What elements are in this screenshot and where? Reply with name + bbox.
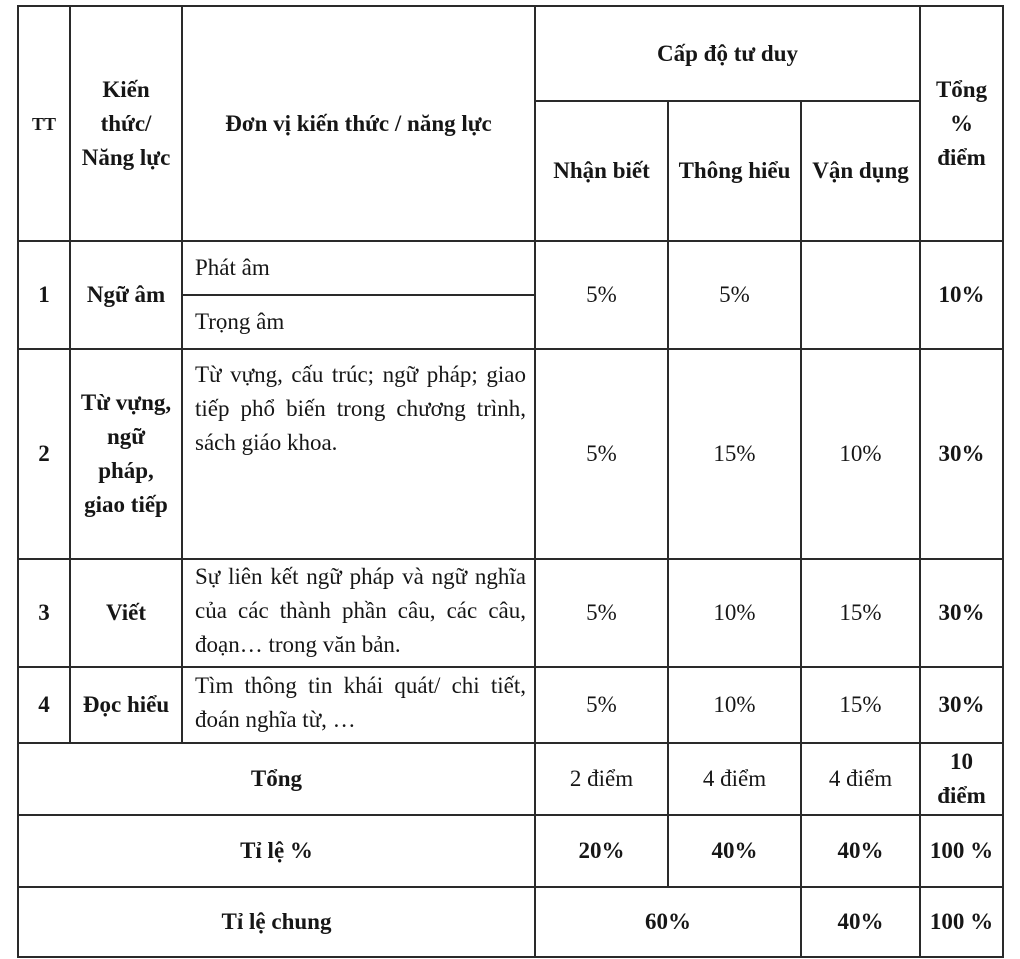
row-unit: Sự liên kết ngữ pháp và ngữ nghĩa của các thành phần câu, các câu, đoạn… trong văn bản. <box>182 559 535 667</box>
header-row-top <box>18 6 1003 101</box>
row-apply: 10% <box>801 349 920 559</box>
common-label: Tỉ lệ chung <box>18 887 535 957</box>
row-total: 30% <box>920 667 1003 743</box>
common-apply: 40% <box>801 887 920 957</box>
row-recognize: 5% <box>535 349 668 559</box>
row-unit: Trọng âm <box>182 295 535 349</box>
row-understand: 15% <box>668 349 801 559</box>
row-recognize: 5% <box>535 241 668 349</box>
row-understand: 5% <box>668 241 801 349</box>
header-recognize: Nhận biết <box>535 101 668 241</box>
ratio-apply: 40% <box>801 815 920 887</box>
ratio-label: Tỉ lệ % <box>18 815 535 887</box>
common-all: 100 % <box>920 887 1003 957</box>
assessment-matrix-table <box>17 5 1004 958</box>
row-knowledge: Ngữ âm <box>70 241 182 349</box>
total-understand: 4 điểm <box>668 743 801 815</box>
total-apply: 4 điểm <box>801 743 920 815</box>
row-unit: Phát âm <box>182 241 535 295</box>
row-knowledge: Đọc hiểu <box>70 667 182 743</box>
table-row <box>18 667 1003 743</box>
summary-row-total <box>18 743 1003 815</box>
header-knowledge: Kiến thức/ Năng lực <box>70 6 182 241</box>
common-low: 60% <box>535 887 801 957</box>
header-unit: Đơn vị kiến thức / năng lực <box>182 6 535 241</box>
table-row <box>18 559 1003 667</box>
row-knowledge: Viết <box>70 559 182 667</box>
summary-row-common <box>18 887 1003 957</box>
ratio-understand: 40% <box>668 815 801 887</box>
row-apply: 15% <box>801 667 920 743</box>
total-recognize: 2 điểm <box>535 743 668 815</box>
row-total: 30% <box>920 559 1003 667</box>
header-total-percent: Tổng % điểm <box>920 6 1003 241</box>
row-tt: 3 <box>18 559 70 667</box>
row-tt: 4 <box>18 667 70 743</box>
table-row <box>18 241 1003 295</box>
total-label: Tổng <box>18 743 535 815</box>
row-recognize: 5% <box>535 667 668 743</box>
header-tt: TT <box>18 6 70 241</box>
row-total: 30% <box>920 349 1003 559</box>
ratio-recognize: 20% <box>535 815 668 887</box>
row-recognize: 5% <box>535 559 668 667</box>
table-row <box>18 349 1003 559</box>
header-apply: Vận dụng <box>801 101 920 241</box>
row-total: 10% <box>920 241 1003 349</box>
row-understand: 10% <box>668 559 801 667</box>
document-page <box>17 5 1004 958</box>
header-understand: Thông hiểu <box>668 101 801 241</box>
row-apply <box>801 241 920 349</box>
row-understand: 10% <box>668 667 801 743</box>
ratio-all: 100 % <box>920 815 1003 887</box>
header-cognitive-level: Cấp độ tư duy <box>535 6 920 101</box>
summary-row-ratio <box>18 815 1003 887</box>
row-tt: 2 <box>18 349 70 559</box>
row-tt: 1 <box>18 241 70 349</box>
total-all: 10 điểm <box>920 743 1003 815</box>
row-apply: 15% <box>801 559 920 667</box>
row-unit: Từ vựng, cấu trúc; ngữ pháp; giao tiếp phổ biến trong chương trình, sách giáo khoa. <box>182 349 535 559</box>
row-knowledge: Từ vựng, ngữ pháp, giao tiếp <box>70 349 182 559</box>
row-unit: Tìm thông tin khái quát/ chi tiết, đoán nghĩa từ, … <box>182 667 535 743</box>
